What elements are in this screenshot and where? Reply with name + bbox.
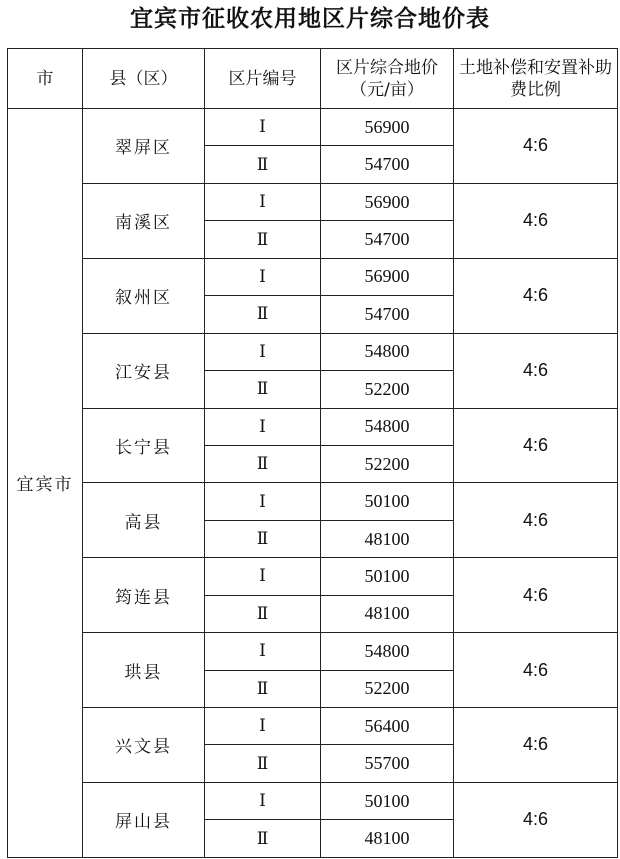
price-cell: 56900 (321, 183, 454, 220)
zone-id-cell: Ⅱ (205, 745, 321, 782)
table-row (8, 558, 618, 595)
page-title: 宜宾市征收农用地区片综合地价表 (130, 5, 490, 32)
price-cell: 52200 (321, 670, 454, 707)
price-cell: 56400 (321, 708, 454, 745)
county-cell: 叙州区 (83, 258, 205, 333)
table-header-row (8, 49, 618, 109)
zone-id-cell: Ⅱ (205, 146, 321, 183)
table-row (8, 109, 618, 146)
zone-id-cell: Ⅱ (205, 595, 321, 632)
land-price-table (7, 48, 618, 858)
price-cell: 54800 (321, 333, 454, 370)
zone-id-cell: Ⅰ (205, 708, 321, 745)
zone-id-cell: Ⅱ (205, 445, 321, 482)
county-cell: 筠连县 (83, 558, 205, 633)
ratio-cell: 4:6 (454, 708, 618, 783)
price-cell: 48100 (321, 520, 454, 557)
zone-id-cell: Ⅱ (205, 820, 321, 857)
county-cell: 南溪区 (83, 183, 205, 258)
table-row (8, 708, 618, 745)
table-row (8, 408, 618, 445)
price-cell: 54700 (321, 146, 454, 183)
ratio-cell: 4:6 (454, 109, 618, 184)
price-cell: 54800 (321, 408, 454, 445)
zone-id-cell: Ⅱ (205, 520, 321, 557)
zone-id-cell: Ⅰ (205, 483, 321, 520)
price-cell: 52200 (321, 371, 454, 408)
ratio-cell: 4:6 (454, 408, 618, 483)
header-price: 区片综合地价（元/亩） (321, 49, 454, 109)
price-cell: 55700 (321, 745, 454, 782)
table-row (8, 633, 618, 670)
county-cell: 高县 (83, 483, 205, 558)
price-cell: 54700 (321, 221, 454, 258)
ratio-cell: 4:6 (454, 782, 618, 857)
price-cell: 56900 (321, 109, 454, 146)
zone-id-cell: Ⅰ (205, 333, 321, 370)
table-body (8, 109, 618, 858)
zone-id-cell: Ⅱ (205, 670, 321, 707)
ratio-cell: 4:6 (454, 183, 618, 258)
county-cell: 翠屏区 (83, 109, 205, 184)
county-cell: 兴文县 (83, 708, 205, 783)
ratio-cell: 4:6 (454, 258, 618, 333)
price-cell: 48100 (321, 820, 454, 857)
zone-id-cell: Ⅰ (205, 258, 321, 295)
table-row (8, 183, 618, 220)
zone-id-cell: Ⅱ (205, 221, 321, 258)
table-row (8, 483, 618, 520)
price-cell: 52200 (321, 445, 454, 482)
price-cell: 50100 (321, 782, 454, 819)
zone-id-cell: Ⅰ (205, 109, 321, 146)
county-cell: 珙县 (83, 633, 205, 708)
header-zone: 区片编号 (205, 49, 321, 109)
zone-id-cell: Ⅱ (205, 371, 321, 408)
zone-id-cell: Ⅰ (205, 408, 321, 445)
zone-id-cell: Ⅰ (205, 633, 321, 670)
city-cell: 宜宾市 (8, 109, 83, 858)
ratio-cell: 4:6 (454, 558, 618, 633)
price-cell: 54800 (321, 633, 454, 670)
county-cell: 长宁县 (83, 408, 205, 483)
table-row (8, 333, 618, 370)
zone-id-cell: Ⅰ (205, 183, 321, 220)
price-cell: 54700 (321, 296, 454, 333)
header-ratio: 土地补偿和安置补助费比例 (454, 49, 618, 109)
header-city: 市 (8, 49, 83, 109)
price-cell: 50100 (321, 483, 454, 520)
ratio-cell: 4:6 (454, 483, 618, 558)
zone-id-cell: Ⅰ (205, 558, 321, 595)
county-cell: 屏山县 (83, 782, 205, 857)
price-cell: 50100 (321, 558, 454, 595)
price-cell: 48100 (321, 595, 454, 632)
ratio-cell: 4:6 (454, 633, 618, 708)
header-county: 县（区） (83, 49, 205, 109)
table-row (8, 258, 618, 295)
ratio-cell: 4:6 (454, 333, 618, 408)
price-cell: 56900 (321, 258, 454, 295)
zone-id-cell: Ⅰ (205, 782, 321, 819)
zone-id-cell: Ⅱ (205, 296, 321, 333)
table-row (8, 782, 618, 819)
county-cell: 江安县 (83, 333, 205, 408)
